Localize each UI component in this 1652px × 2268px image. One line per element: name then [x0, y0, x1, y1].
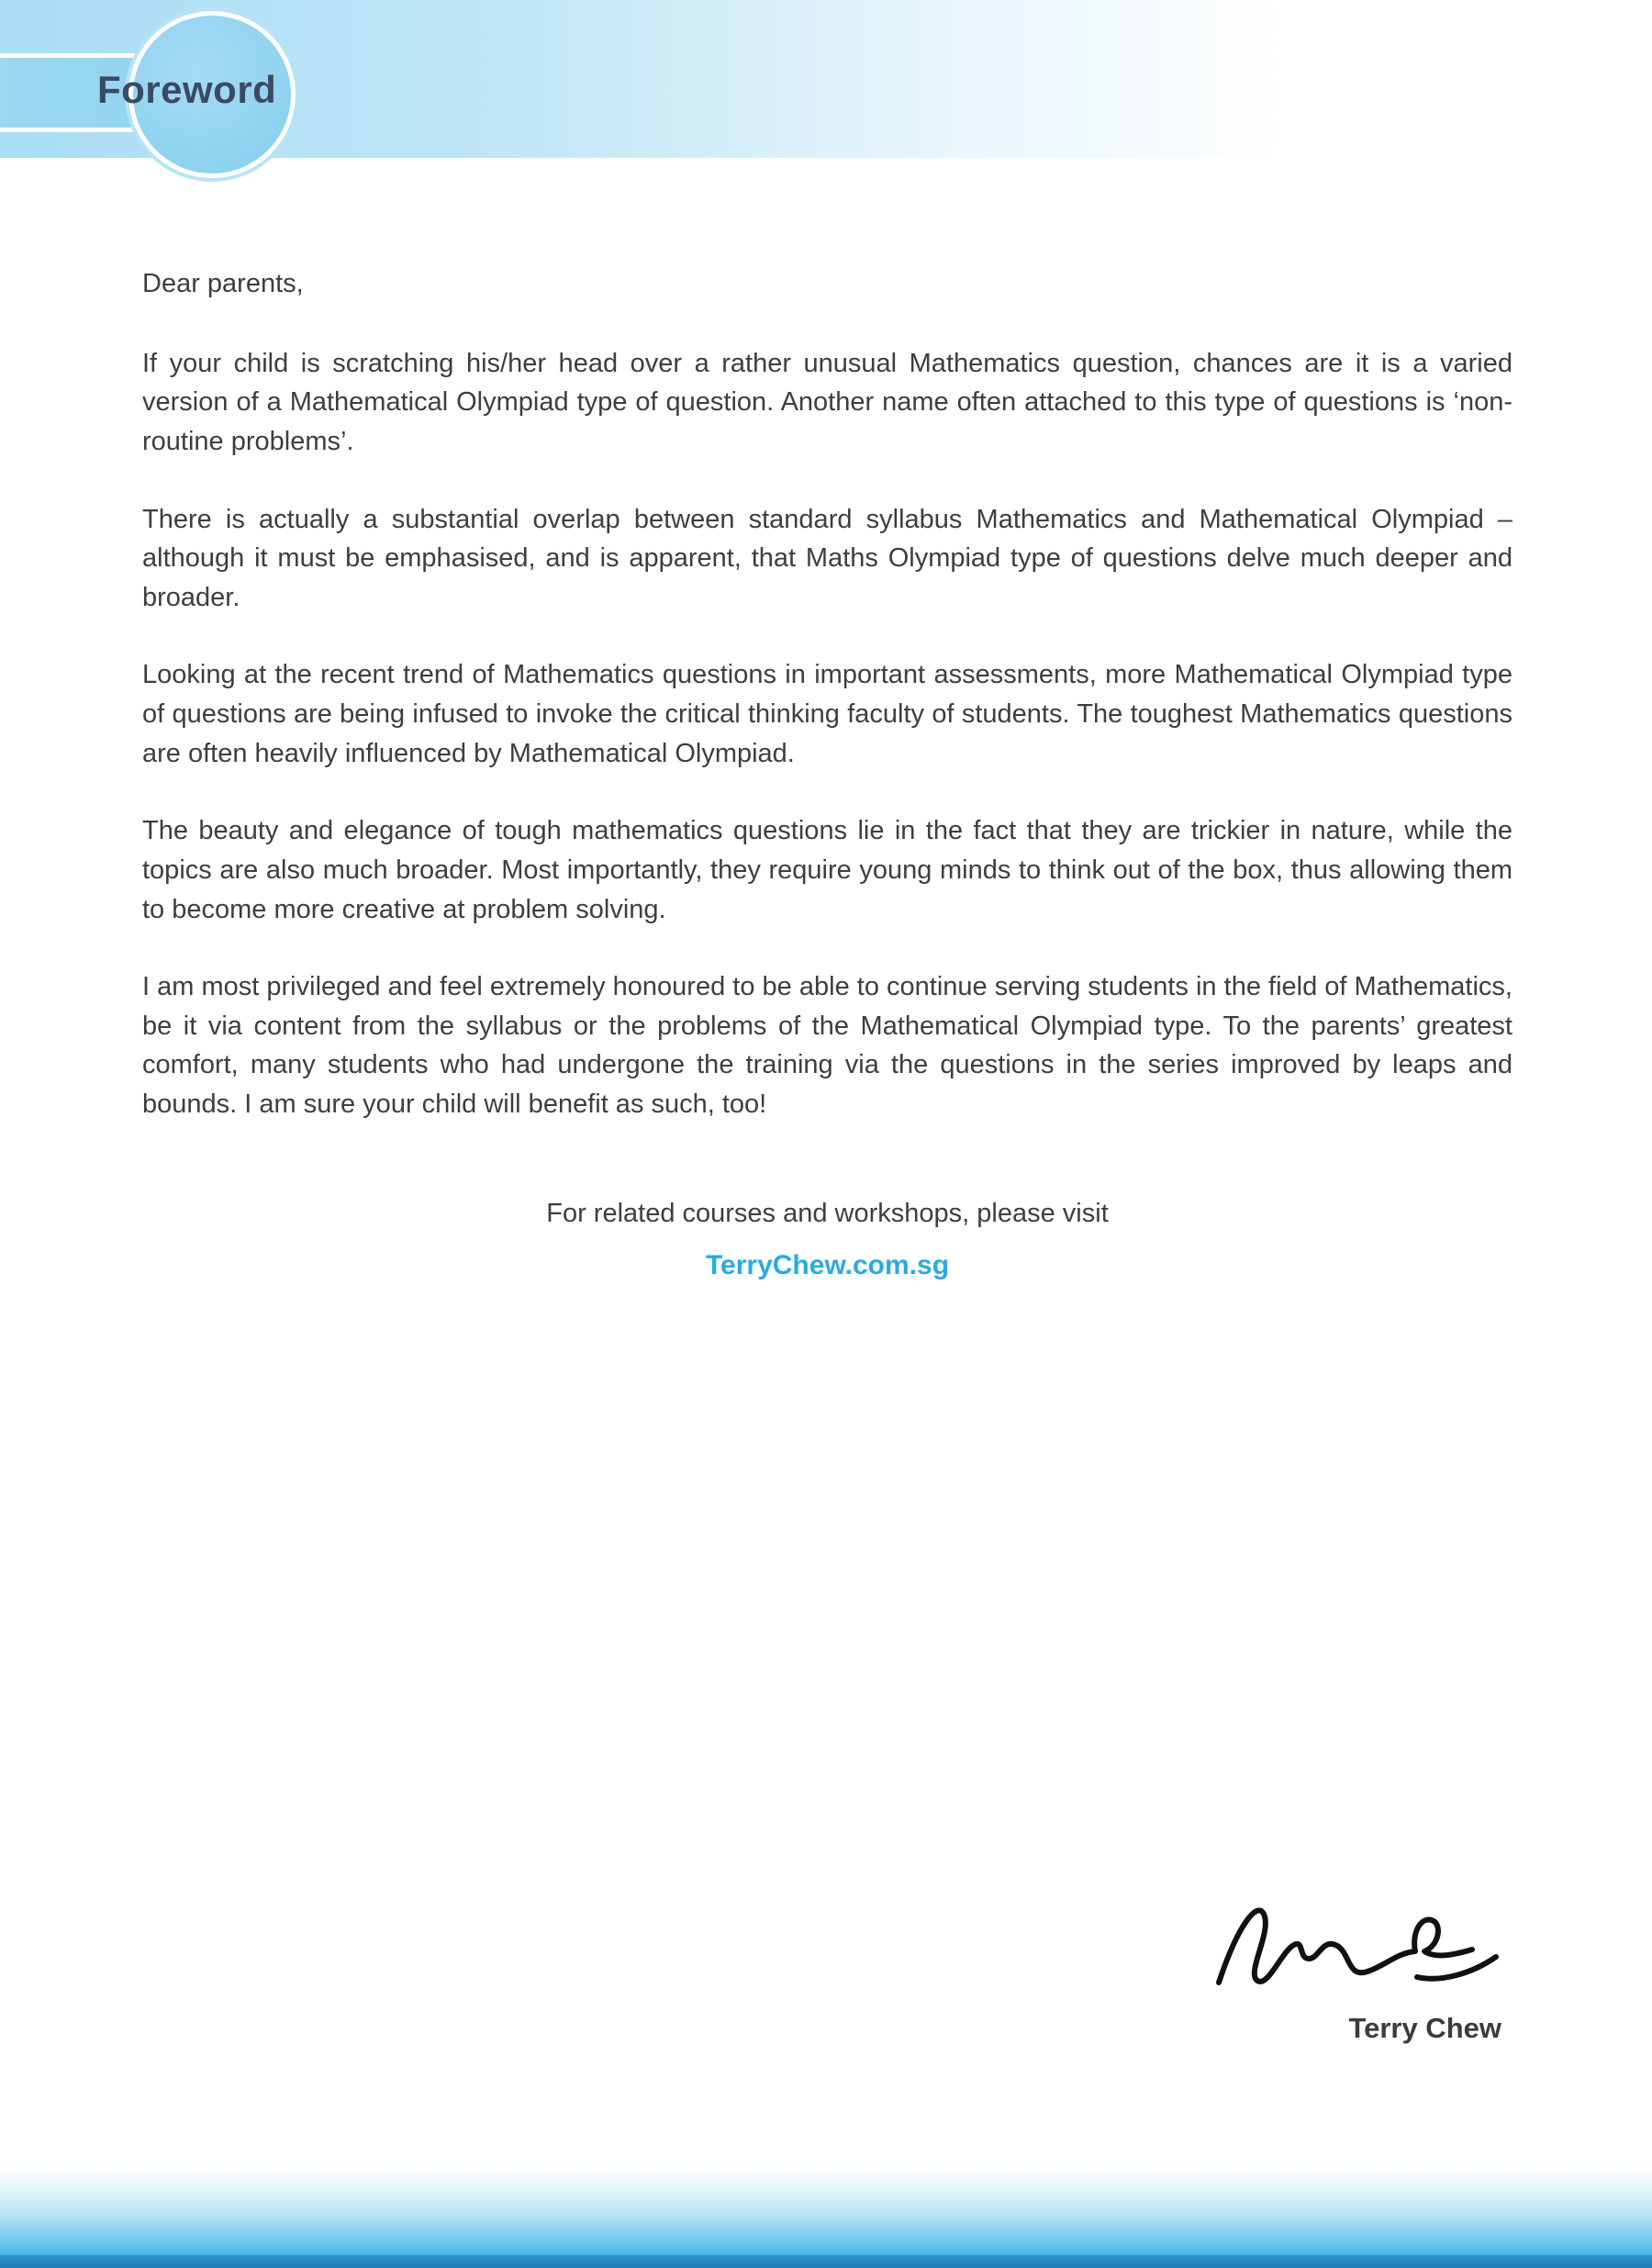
page-header [0, 0, 1652, 158]
paragraph-4: The beauty and elegance of tough mathematics questions lie in the fact that they are trickier in nature, while the topics are also much broader. Most importantly, they require young minds to think out of the box, thus allowing them to become more creative at problem solving. [142, 816, 1512, 924]
paragraph-5: I am most privileged and feel extremely honoured to be able to continue serving students in the field of Mathematics, be it via content from the syllabus or the problems of the Mathematical Olympiad type. To the parents’ greatest comfort, many students who had undergone the training via the questions in the series improved by leaps and bounds. I am sure your child will benefit as such, too! [142, 972, 1512, 1119]
page-title: Foreword [97, 68, 277, 111]
salutation: Dear parents, [142, 269, 304, 298]
signature-name: Terry Chew [1348, 2012, 1501, 2044]
cta-text: For related courses and workshops, please visit [546, 1198, 1109, 1228]
paragraph-3: Looking at the recent trend of Mathematics questions in important assessments, more Mathematical Olympiad type of questions are being infused to invoke the critical thinking faculty of students. The toughest Mathematics questions are often heavily influenced by Mathematical Olympiad. [142, 660, 1512, 768]
footer-band [0, 2165, 1652, 2268]
footer-edge-stripe [0, 2255, 1652, 2268]
signature-block [1195, 1893, 1507, 2045]
website-link[interactable]: TerryChew.com.sg [705, 1250, 950, 1281]
signature-image [1204, 1893, 1507, 2010]
paragraph-2: There is actually a substantial overlap between standard syllabus Mathematics and Mathematical Olympiad – although it must be emphasised, and is apparent, that Maths Olympiad type of questions delve much deeper and broader. [142, 504, 1512, 612]
letter-body [142, 264, 1512, 1286]
paragraph-1: If your child is scratching his/her head over a rather unusual Mathematics question, chances are it is a varied version of a Mathematical Olympiad type of question. Another name often attached to this type of questions is ‘non-routine problems’. [142, 348, 1512, 456]
cta-section [142, 1194, 1512, 1287]
